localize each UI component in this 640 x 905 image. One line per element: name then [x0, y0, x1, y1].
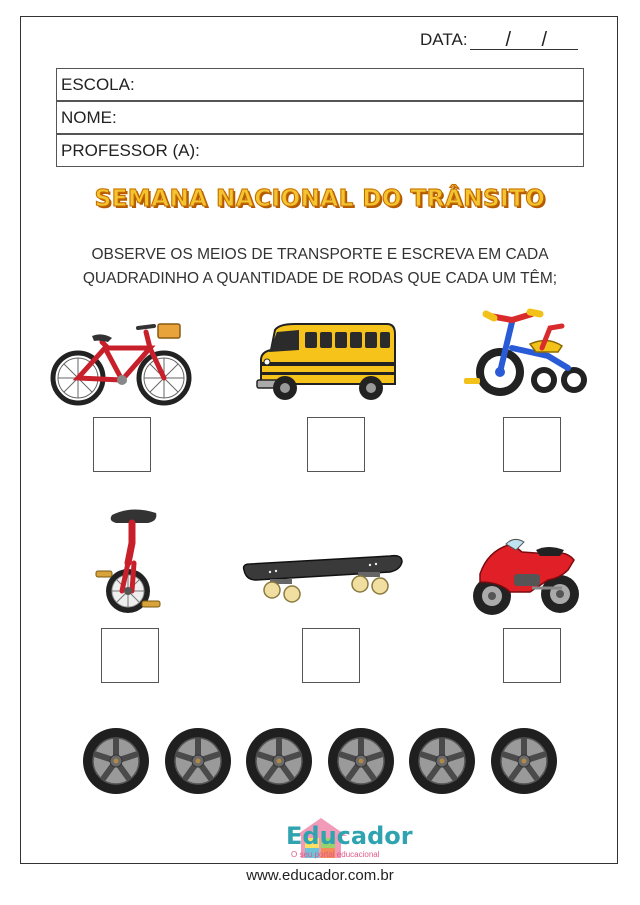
- date-line[interactable]: [470, 31, 578, 50]
- answer-box-bus[interactable]: [307, 417, 365, 472]
- date-slash-1: /: [505, 29, 512, 51]
- footer-url: www.educador.com.br: [246, 867, 394, 884]
- skateboard-icon: [240, 544, 405, 606]
- date-slash-2: /: [541, 29, 548, 51]
- school-label: ESCOLA:: [61, 75, 135, 94]
- wheel-icon: [82, 727, 150, 795]
- answer-box-bicycle[interactable]: [93, 417, 151, 472]
- instructions-line-2: QUADRADINHO A QUANTIDADE DE RODAS QUE CADA UM TÊM;: [82, 270, 558, 287]
- answer-box-skateboard[interactable]: [302, 628, 360, 683]
- page-title: SEMANA NACIONAL DO TRÂNSITO: [94, 186, 546, 212]
- name-label: NOME:: [61, 108, 117, 127]
- answer-box-tricycle[interactable]: [503, 417, 561, 472]
- motorcycle-icon: [470, 530, 582, 618]
- school-field[interactable]: [56, 68, 584, 101]
- teacher-field[interactable]: [56, 134, 584, 167]
- instructions: [40, 243, 600, 291]
- date-field: [420, 30, 578, 50]
- tricycle-icon: [460, 308, 590, 406]
- wheel-icon: [245, 727, 313, 795]
- logo-tagline: O seu portal educacional: [291, 850, 380, 859]
- date-label: DATA:: [420, 30, 468, 49]
- wheel-icon: [408, 727, 476, 795]
- wheel-icon: [164, 727, 232, 795]
- instructions-line-1: OBSERVE OS MEIOS DE TRANSPORTE E ESCREVA EM CADA: [91, 246, 549, 263]
- wheel-icon: [327, 727, 395, 795]
- logo-brand: Educador: [286, 822, 413, 850]
- unicycle-icon: [92, 503, 164, 623]
- answer-box-motorcycle[interactable]: [503, 628, 561, 683]
- bicycle-icon: [50, 318, 195, 410]
- school-bus-icon: [255, 322, 400, 404]
- name-field[interactable]: [56, 101, 584, 134]
- answer-box-unicycle[interactable]: [101, 628, 159, 683]
- teacher-label: PROFESSOR (A):: [61, 141, 200, 160]
- wheel-icon: [490, 727, 558, 795]
